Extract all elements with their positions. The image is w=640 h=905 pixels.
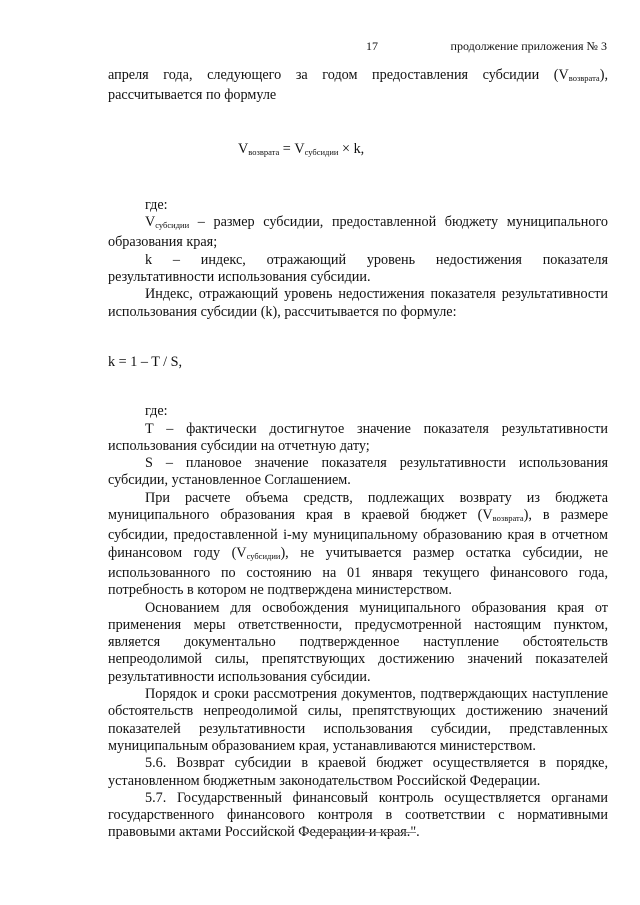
formula-return-volume: $V_{возврата} = V_{субсидии} \times k$, xyxy=(238,140,365,157)
formula-index: k = 1 – T / S, xyxy=(108,353,183,370)
clause-5-6: 5.6. Возврат субсидии в краевой бюджет осуществляется в порядке, установленном бюджетным законодательством Российской Федерации. xyxy=(108,755,608,789)
clause-5-7: 5.7. Государственный финансовый контроль осуществляется органами государственного финансового контроля в соответствии с нормативными правовыми актами Российской Федерации и края.". xyxy=(108,789,608,841)
paragraph-calculation: При расчете объема средств, подлежащих возврату из бюджета муниципального образования края в краевой бюджет $(V_{возврата})$, в размере субсидии, предоставленной i-му муниципальному образованию края в отчетном финансовом году $(V_{субсидии})$, не учитывается размер остатка субсидии, не использованного по состоянию на 01 января текущего финансового года, потребность в котором не подтверждена министерством. xyxy=(108,489,608,599)
where-label-2: где: xyxy=(145,403,168,420)
page-number: 17 xyxy=(366,39,378,53)
paragraph-index: Индекс, отражающий уровень недостижения показателя результативности использования субсидии (k), рассчитывается по формуле: xyxy=(108,286,608,320)
paragraph-review-order: Порядок и сроки рассмотрения документов, подтверждающих наступление обстоятельств непреодолимой силы, препятствующих достижению значений показателей результативности использования субсидии, представленных муниципальным образованием края, устанавливаются министерством. xyxy=(108,686,608,754)
where-label-1: где: xyxy=(145,196,168,213)
paragraph-exemption-basis: Основанием для освобождения муниципального образования края от применения меры ответственности, предусмотренной настоящим пунктом, является документально подтвержденное наступление обстоятельств непреодолимой силы, препятствующих достижению значений показателей результативности использования субсидии. xyxy=(108,599,608,685)
definition-s: S – плановое значение показателя результативности использования субсидии, установленное Соглашением. xyxy=(108,455,608,489)
definition-k: k – индекс, отражающий уровень недостижения показателя результативности использования субсидии. xyxy=(108,251,608,286)
definition-t: T – фактически достигнутое значение показателя результативности использования субсидии на отчетную дату; xyxy=(108,420,608,454)
paragraph-return-intro: апреля года, следующего за годом предоставления субсидии $(V_{возврата})$, рассчитывается по формуле xyxy=(108,67,608,104)
appendix-continuation: продолжение приложения № 3 xyxy=(450,39,607,53)
definition-v-subsidy: $V_{субсидии}$ – размер субсидии, предоставленной бюджету муниципального образования края; xyxy=(108,214,608,251)
end-separator-line xyxy=(302,832,416,833)
document-body xyxy=(108,67,608,842)
